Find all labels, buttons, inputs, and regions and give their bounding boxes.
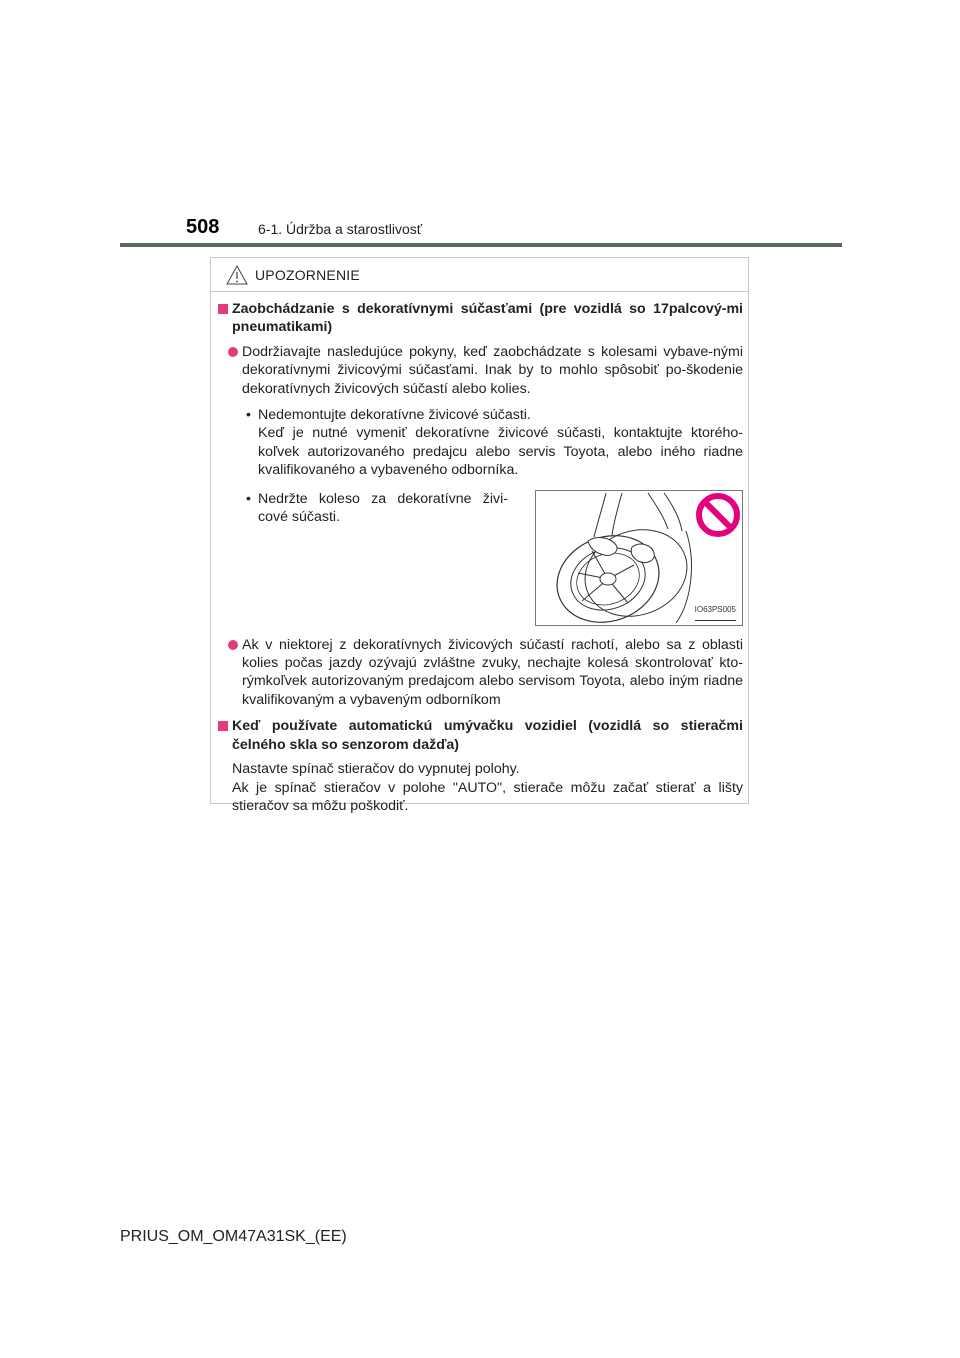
figure-code: IO63PS005	[695, 601, 736, 620]
page-number: 508	[186, 216, 220, 238]
sub-bullet-mark: •	[246, 490, 251, 507]
car-wash-line1: Nastavte spínač stieračov do vypnutej polohy.	[232, 761, 520, 778]
warning-triangle-icon	[225, 264, 249, 286]
sub-item-with-figure	[216, 490, 743, 626]
square-bullet-icon	[218, 304, 228, 314]
warning-content	[216, 300, 743, 815]
circle-bullet-icon	[228, 640, 238, 650]
prohibition-icon	[699, 496, 737, 534]
header-rule	[120, 243, 842, 247]
circle-bullet-icon	[228, 347, 238, 357]
car-wash-line2: Ak je spínač stieračov v polohe "AUTO", stierače môžu začať stierať a lišty stieračov sa môžu poškodiť.	[232, 779, 743, 814]
section-heading-car-wash: Keď používate automatickú umývačku vozidiel (vozidlá so stieračmi čelného skla so senzorom dažďa)	[216, 717, 743, 754]
sub-item-do-not-remove	[216, 406, 743, 480]
warning-title: UPOZORNENIE	[255, 267, 360, 283]
bullet-noises: Ak v niektorej z dekoratívnych živicových súčastí rachotí, alebo sa z oblasti kolies počas jazdy ozývajú zvláštne zvuky, nechajte kolesá skontrolovať kto-rýmkoľvek autorizovaným predajcom alebo servisom Toyota, alebo iným riadne kvalifikovaným a vybaveným odborníkom	[216, 636, 743, 710]
warning-box	[210, 257, 749, 814]
section-title: 6-1. Údržba a starostlivosť	[258, 221, 422, 237]
sub-item-line1: Nedemontujte dekoratívne živicové súčasti.	[258, 407, 531, 424]
car-wash-paragraph	[216, 760, 743, 815]
sub-bullet-mark: •	[246, 407, 251, 424]
footer-document-code: PRIUS_OM_OM47A31SK_(EE)	[120, 1228, 347, 1245]
wheel-illustration	[535, 490, 743, 626]
section-heading-decorative-parts: Zaobchádzanie s dekoratívnymi súčasťami (pre vozidlá so 17palcový-mi pneumatikami)	[216, 300, 743, 337]
warning-divider	[211, 291, 748, 292]
sub-item-line2: Keď je nutné vymeniť dekoratívne živicové súčasti, kontaktujte ktorého-koľvek autorizovaného predajcu alebo servis Toyota, alebo iného riadne kvalifikovaného a vybaveného odborníka.	[258, 425, 743, 479]
bullet-instructions: Dodržiavajte nasledujúce pokyny, keď zaobchádzate s kolesami vybave-nými dekoratívnymi živicovými súčasťami. Inak by to mohlo spôsobiť po-škodenie dekoratívnych živicových súčastí alebo kolies.	[216, 343, 743, 398]
sub-item-do-not-hold: • Nedržte koleso za dekoratívne živi-cové súčasti.	[246, 490, 508, 526]
warning-header	[225, 262, 360, 288]
square-bullet-icon	[218, 721, 228, 731]
